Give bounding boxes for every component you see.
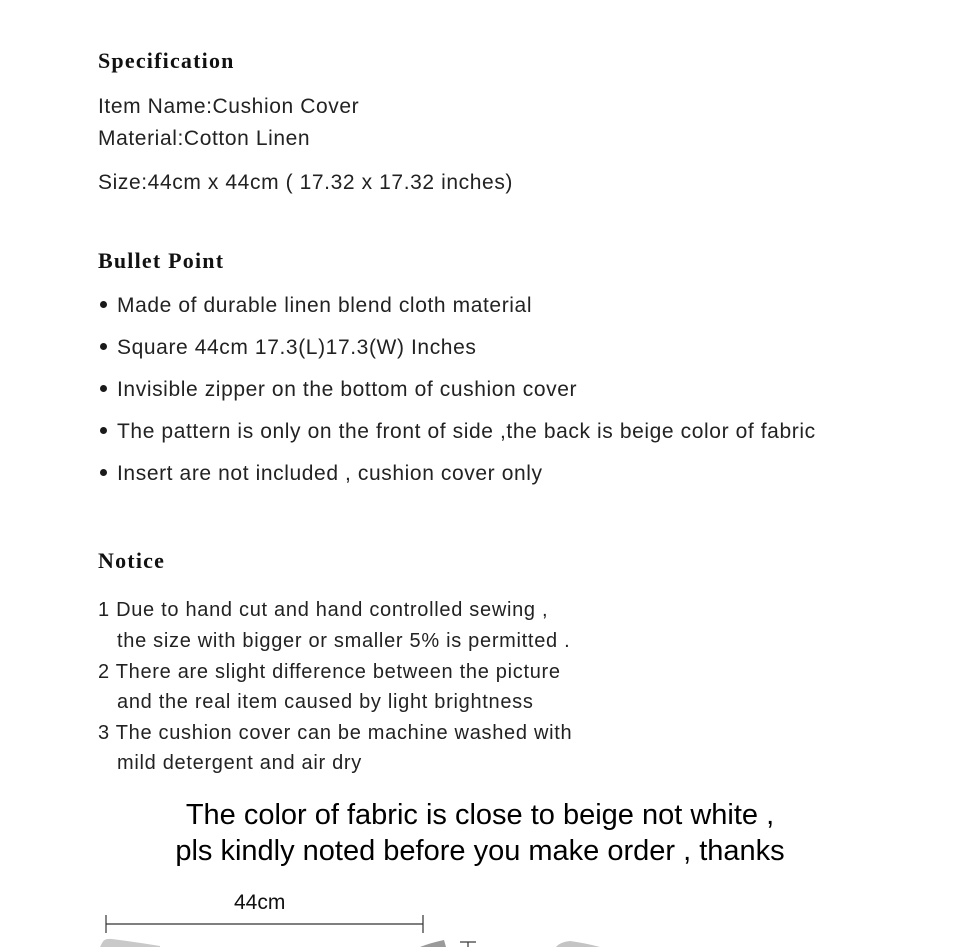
notice-line: the size with bigger or smaller 5% is permitted . [117,630,571,652]
bullet-point-heading: Bullet Point [98,248,225,273]
bullet-item [98,294,532,318]
item-name-text: Item Name:Cushion Cover [98,95,360,118]
notice-line: 2 There are slight difference between the picture [98,661,561,683]
size-text: Size:44cm x 44cm ( 17.32 x 17.32 inches) [98,171,514,194]
bullet-dot-icon [100,427,107,434]
beige-notice-banner-line2: pls kindly noted before you make order , thanks [175,835,785,867]
cushion-corner-right [420,940,446,947]
bullet-item-text: Square 44cm 17.3(L)17.3(W) Inches [117,336,477,359]
bullet-dot-icon [100,343,107,350]
bullet-item-text: Insert are not included , cushion cover only [117,462,543,485]
bullet-dot-icon [100,301,107,308]
specification-heading: Specification [98,48,235,73]
bullet-item-text: Made of durable linen blend cloth material [117,294,533,317]
cushion-corner-left [100,939,160,947]
second-cushion-corner [556,941,600,947]
dimension-diagram [0,908,960,947]
notice-line: 1 Due to hand cut and hand controlled sewing , [98,599,549,621]
bullet-item [98,378,577,402]
notice-line: mild detergent and air dry [117,752,362,774]
bullet-dot-icon [100,385,107,392]
bullet-item [98,336,476,360]
notice-line: 3 The cushion cover can be machine washed with [98,722,573,744]
beige-notice-banner-line1: The color of fabric is close to beige not white , [185,799,775,831]
material-text: Material:Cotton Linen [98,127,311,150]
bullet-item [98,420,816,444]
notice-line: and the real item caused by light brightness [117,691,534,713]
notice-heading: Notice [98,548,166,573]
bullet-item [98,462,543,486]
bullet-item-text: Invisible zipper on the bottom of cushion cover [117,378,578,401]
bullet-dot-icon [100,469,107,476]
width-dimension-label: 44cm [234,891,286,914]
bullet-item-text: The pattern is only on the front of side ,the back is beige color of fabric [117,420,816,443]
